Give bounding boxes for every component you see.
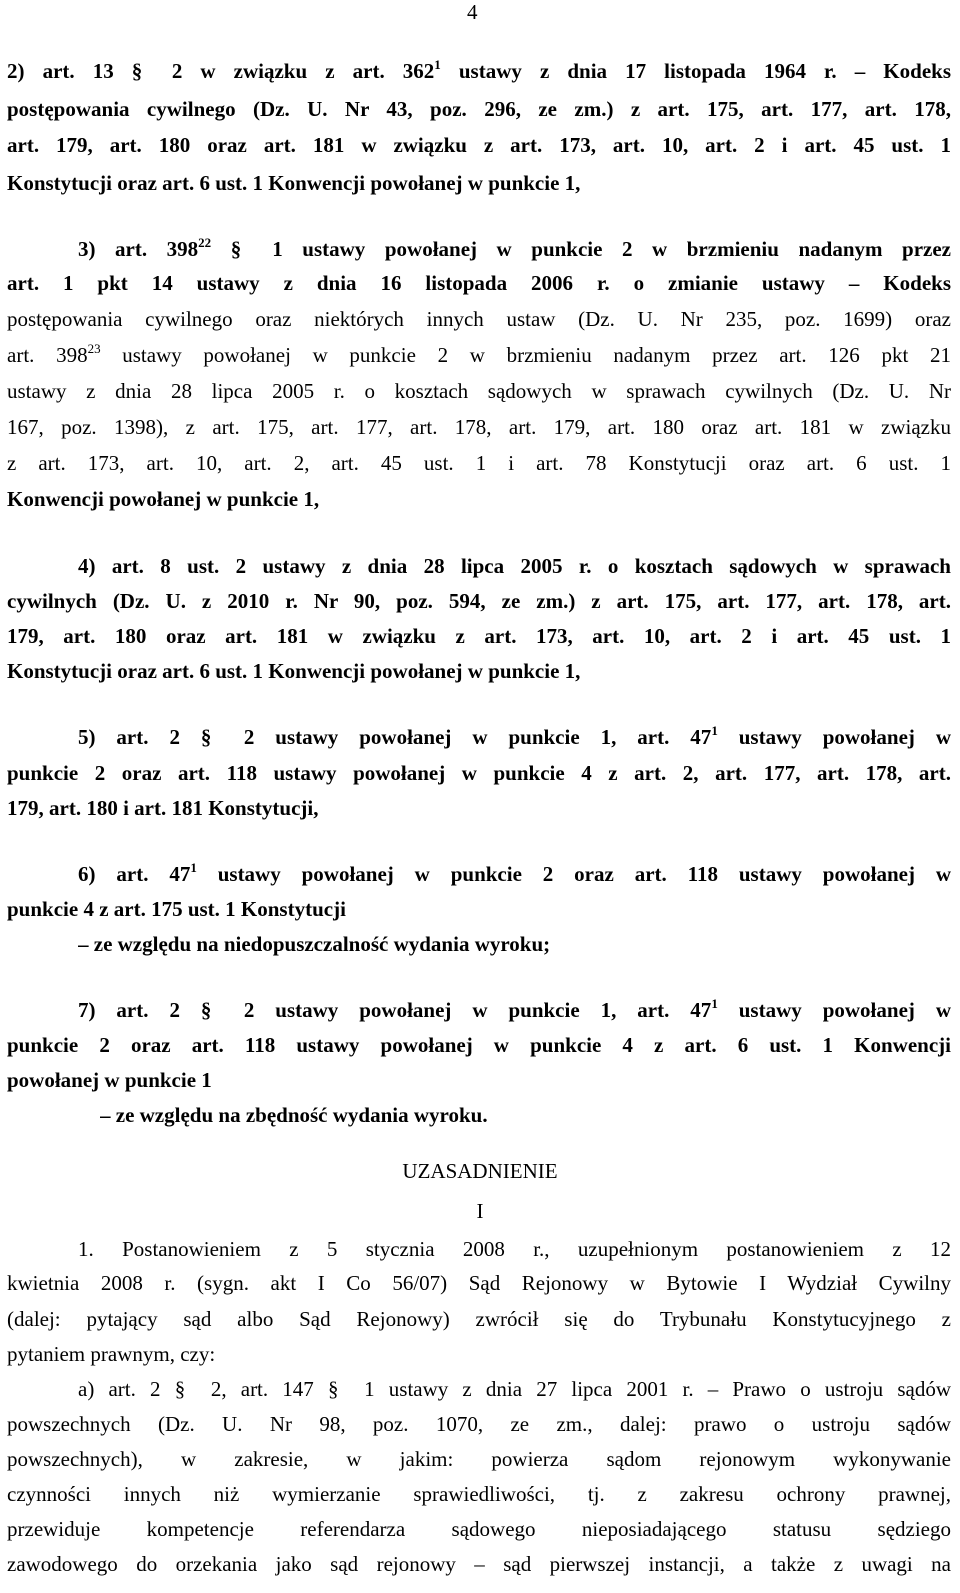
section-numeral: I <box>476 1199 484 1223</box>
verdict-line: ustawy z dnia 28 lipca 2005 r. o kosztach sądowych w sprawach cywilnych (Dz. U. Nr <box>7 379 951 403</box>
justification-line: czynności innych niż wymierzanie sprawiedliwości, tj. z zakresu ochrony prawnej, <box>7 1482 951 1506</box>
verdict-line: 3) art. $398^{22}$ § 1 ustawy powołanej w punkcie 2 w brzmieniu nadanym przez <box>78 236 951 261</box>
verdict-line: 179, art. 180 i art. 181 Konstytucji, <box>7 796 319 820</box>
justification-line: powszechnych), w zakresie, w jakim: powierza sądom rejonowym wykonywanie <box>7 1447 951 1471</box>
justification-line: (dalej: pytający sąd albo Sąd Rejonowy) zwrócił się do Trybunału Konstytucyjnego z <box>7 1307 951 1331</box>
verdict-line: Konstytucji oraz art. 6 ust. 1 Konwencji powołanej w punkcie 1, <box>7 171 581 195</box>
verdict-line: 5) art. 2 § 2 ustawy powołanej w punkcie 1, art. $47^1$ ustawy powołanej w <box>78 724 951 749</box>
verdict-line: powołanej w punkcie 1 <box>7 1068 212 1092</box>
verdict-line: 4) art. 8 ust. 2 ustawy z dnia 28 lipca 2005 r. o kosztach sądowych w sprawach <box>78 554 951 578</box>
verdict-line: art. $398^{23}$ ustawy powołanej w punkcie 2 w brzmieniu nadanym przez art. 126 pkt 21 <box>7 342 951 367</box>
verdict-line: 167, poz. 1398), z art. 175, art. 177, art. 178, art. 179, art. 180 oraz art. 181 w związku <box>7 415 951 439</box>
verdict-line: punkcie 2 oraz art. 118 ustawy powołanej w punkcie 4 z art. 2, art. 177, art. 178, art. <box>7 761 951 785</box>
verdict-line: art. 1 pkt 14 ustawy z dnia 16 listopada 2006 r. o zmianie ustawy – Kodeks <box>7 271 951 295</box>
justification-line: 1. Postanowieniem z 5 stycznia 2008 r., uzupełnionym postanowieniem z 12 <box>78 1237 951 1261</box>
justification-line: zawodowego do orzekania jako sąd rejonowy – sąd pierwszej instancji, a także z uwagi na <box>7 1552 951 1576</box>
verdict-line: Konwencji powołanej w punkcie 1, <box>7 487 320 511</box>
verdict-line: – ze względu na niedopuszczalność wydania wyroku; <box>78 932 551 956</box>
justification-line: powszechnych (Dz. U. Nr 98, poz. 1070, ze zm., dalej: prawo o ustroju sądów <box>7 1412 951 1436</box>
verdict-line: 6) art. $47^1$ ustawy powołanej w punkcie 2 oraz art. 118 ustawy powołanej w <box>78 861 951 886</box>
justification-line: pytaniem prawnym, czy: <box>7 1342 216 1366</box>
verdict-line: 2) art. 13 § 2 w związku z art. $362^1$ ustawy z dnia 17 listopada 1964 r. – Kodeks <box>7 58 951 83</box>
verdict-line: Konstytucji oraz art. 6 ust. 1 Konwencji powołanej w punkcie 1, <box>7 659 581 683</box>
justification-line: przewiduje kompetencje referendarza sądowego nieposiadającego statusu sędziego <box>7 1517 951 1541</box>
verdict-line: 7) art. 2 § 2 ustawy powołanej w punkcie 1, art. $47^1$ ustawy powołanej w <box>78 997 951 1022</box>
verdict-line: cywilnych (Dz. U. z 2010 r. Nr 90, poz. 594, ze zm.) z art. 175, art. 177, art. 178, art. <box>7 589 951 613</box>
justification-line: kwietnia 2008 r. (sygn. akt I Co 56/07) Sąd Rejonowy w Bytowie I Wydział Cywilny <box>7 1271 951 1295</box>
verdict-line: art. 179, art. 180 oraz art. 181 w związku z art. 173, art. 10, art. 2 i art. 45 ust. 1 <box>7 133 951 157</box>
verdict-line: postępowania cywilnego oraz niektórych innych ustaw (Dz. U. Nr 235, poz. 1699) oraz <box>7 307 951 331</box>
verdict-line: postępowania cywilnego (Dz. U. Nr 43, poz. 296, ze zm.) z art. 175, art. 177, art. 178, <box>7 97 951 121</box>
verdict-line: 179, art. 180 oraz art. 181 w związku z art. 173, art. 10, art. 2 i art. 45 ust. 1 <box>7 624 951 648</box>
page-number: 4 <box>467 0 478 24</box>
verdict-line: – ze względu na zbędność wydania wyroku. <box>100 1103 488 1127</box>
verdict-line: z art. 173, art. 10, art. 2, art. 45 ust. 1 i art. 78 Konstytucji oraz art. 6 ust. 1 <box>7 451 951 475</box>
justification-line: a) art. 2 § 2, art. 147 § 1 ustawy z dnia 27 lipca 2001 r. – Prawo o ustroju sądów <box>78 1377 951 1401</box>
section-heading: UZASADNIENIE <box>402 1159 558 1183</box>
verdict-line: punkcie 4 z art. 175 ust. 1 Konstytucji <box>7 897 346 921</box>
verdict-line: punkcie 2 oraz art. 118 ustawy powołanej w punkcie 4 z art. 6 ust. 1 Konwencji <box>7 1033 951 1057</box>
